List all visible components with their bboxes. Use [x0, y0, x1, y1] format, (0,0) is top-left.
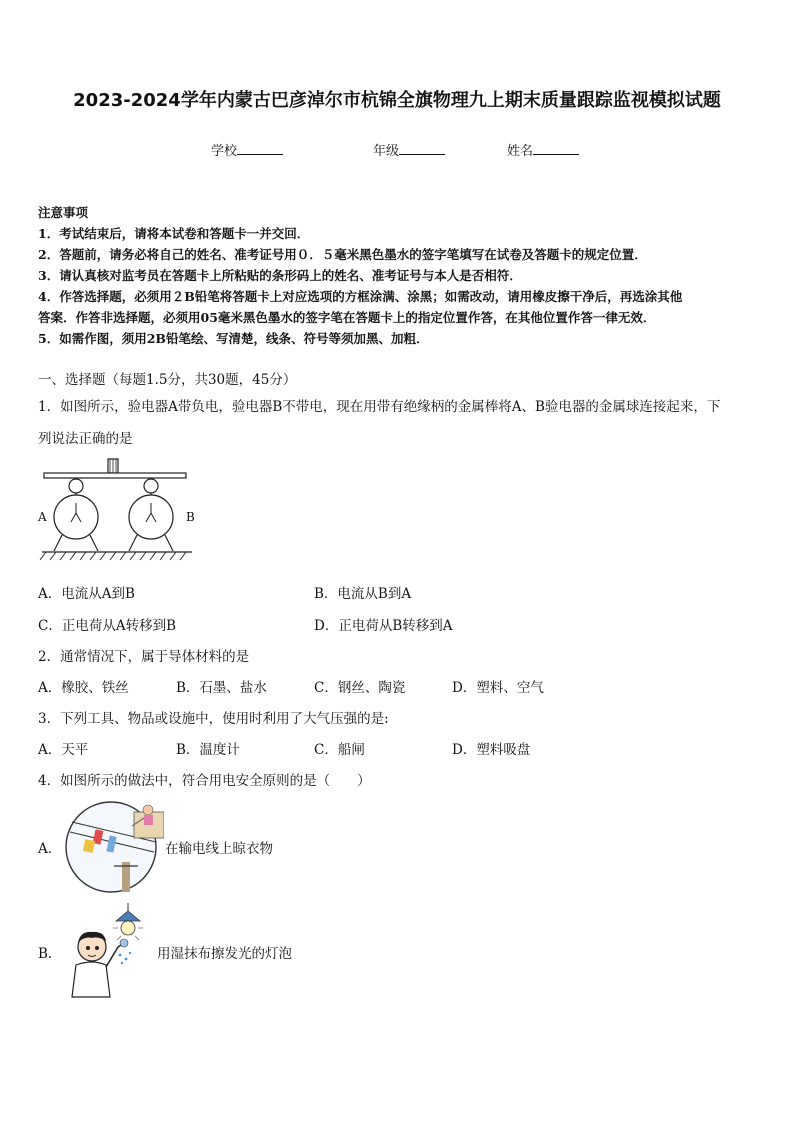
q3-option-b: B．温度计 — [176, 742, 240, 758]
notice-heading: 注意事项 — [38, 205, 89, 220]
q2-option-d: D．塑料、空气 — [452, 680, 544, 696]
electroscope-label-b: B — [186, 510, 195, 524]
q3-option-a: A．天平 — [38, 742, 89, 758]
notice-item: 3．请认真核对监考员在答题卡上所粘贴的条形码上的姓名、准考证号与本人是否相符． — [38, 268, 522, 283]
notice-item: 答案．作答非选择题，必须用05毫米黑色墨水的签字笔在答题卡上的指定位置作答，在其他位置作答一律无效． — [38, 310, 656, 325]
electroscope-figure — [36, 455, 196, 567]
grade-blank — [399, 142, 445, 155]
q1-option-a: A．电流从A到B — [38, 586, 135, 602]
question-4: 4．如图所示的做法中，符合用电安全原则的是（ ） — [38, 773, 371, 789]
question-3: 3．下列工具、物品或设施中，使用时利用了大气压强的是: — [38, 711, 389, 727]
notice-item: 2．答题前，请务必将自己的姓名、准考证号用０．５毫米黑色墨水的签字笔填写在试卷及答题卡的规定位置． — [38, 247, 647, 262]
question-1-line-2: 列说法正确的是 — [38, 431, 133, 447]
q1-option-c: C．正电荷从A转移到B — [38, 618, 176, 634]
wet-cloth-bulb-illustration — [58, 903, 154, 998]
q4-option-b-label: B． — [38, 946, 62, 962]
q2-option-c: C．钢丝、陶瓷 — [314, 680, 406, 696]
q4-option-a-label: A． — [38, 841, 62, 857]
electroscope-label-a: A — [38, 510, 47, 524]
q4-option-a-caption: 在输电线上晾衣物 — [165, 841, 273, 857]
school-label: 学校 — [211, 144, 238, 159]
q1-option-b: B．电流从B到A — [314, 586, 412, 602]
notice-item: 5．如需作图，须用2B铅笔绘、写清楚，线条、符号等须加黑、加粗． — [38, 331, 429, 346]
grade-field — [373, 140, 445, 159]
school-blank — [237, 142, 283, 155]
school-field — [211, 140, 283, 159]
question-2: 2．通常情况下，属于导体材料的是 — [38, 649, 250, 665]
section-heading: 一、选择题（每题1.5分，共30题，45分） — [38, 372, 297, 388]
q3-option-c: C．船闸 — [314, 742, 365, 758]
question-1-line-1: 1．如图所示，验电器A带负电，验电器B不带电，现在用带有绝缘柄的金属棒将A、B验电器的金属球连接起来，下 — [38, 399, 721, 415]
notice-item: 4．作答选择题，必须用２B铅笔将答题卡上对应选项的方框涂满、涂黑；如需改动，请用橡皮擦干净后，再选涂其他 — [38, 289, 683, 304]
name-field — [507, 140, 579, 159]
page-title: 2023-2024学年内蒙古巴彦淖尔市杭锦全旗物理九上期末质量跟踪监视模拟试题 — [73, 90, 721, 111]
power-line-laundry-illustration — [64, 800, 164, 895]
notice-item: 1．考试结束后，请将本试卷和答题卡一并交回． — [38, 226, 310, 241]
grade-label: 年级 — [373, 144, 400, 159]
q4-option-b-caption: 用湿抹布擦发光的灯泡 — [157, 946, 292, 962]
q2-option-a: A．橡胶、铁丝 — [38, 680, 129, 696]
name-blank — [533, 142, 579, 155]
q3-option-d: D．塑料吸盘 — [452, 742, 531, 758]
name-label: 姓名 — [507, 144, 534, 159]
q2-option-b: B．石墨、盐水 — [176, 680, 267, 696]
q1-option-d: D．正电荷从B转移到A — [314, 618, 453, 634]
